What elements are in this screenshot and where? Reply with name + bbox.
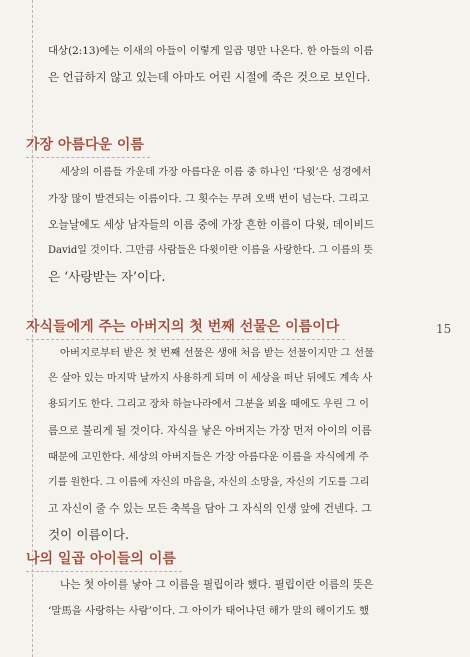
text-line: 기를 원한다. 그 이름에 자신의 마음을, 자신의 소망을, 자신의 기도를 그리 xyxy=(48,477,370,488)
text-line: 은 ‘사랑받는 자’이다. xyxy=(48,269,166,284)
text-line: 은 살아 있는 마지막 날까지 사용하게 되며 이 세상을 떠난 뒤에도 계속 사 xyxy=(48,373,373,384)
section-heading-text: 가장 아름다운 이름 xyxy=(26,137,144,153)
page-number: 15 xyxy=(436,322,452,336)
text-line: 것이 이름이다. xyxy=(48,527,129,542)
section-2-paragraph xyxy=(48,340,374,548)
text-line: 세상의 이름들 가운데 가장 아름다운 이름 중 하나인 ‘다윗’은 성경에서 xyxy=(60,167,372,178)
text-line: 오늘날에도 세상 남자들의 이름 중에 가장 흔한 이름이 다윗, 데이비드 xyxy=(48,218,374,231)
section-heading-seven-children-names xyxy=(26,548,182,568)
text-line: 나는 첫 아이를 낳아 그 이름을 필립이라 했다. 필립이란 이름의 뜻은 xyxy=(60,579,374,591)
text-line: 은 언급하지 않고 있는데 아마도 어린 시절에 죽은 것으로 보인다. xyxy=(48,70,371,84)
text-line: 때문에 고민한다. 세상의 아버지들은 가장 아름다운 이름을 자식에게 주 xyxy=(48,451,369,463)
section-1-paragraph xyxy=(48,160,374,290)
section-heading-most-beautiful-name xyxy=(26,134,150,154)
text-line: 용되기도 한다. 그리고 장차 하늘나라에서 그분을 뵈올 때에도 우린 그 이 xyxy=(48,399,370,410)
section-heading-text: 자식들에게 주는 아버지의 첫 번째 선물은 이름이다 xyxy=(26,319,340,335)
text-line: 고 자신이 줄 수 있는 모든 축복을 담아 그 자식의 인생 앞에 건넨다. 그 xyxy=(48,503,372,515)
section-3-paragraph xyxy=(48,572,374,624)
text-line: 대상(2:13)에는 이새의 아들이 이렇게 일곱 명만 나온다. 한 아들의 이름 xyxy=(48,45,374,57)
section-heading-text: 나의 일곱 아이들의 이름 xyxy=(26,551,176,567)
section-heading-fathers-first-gift xyxy=(26,316,345,336)
text-line: David일 것이다. 그만큼 사람들은 다윗이란 이름을 사랑한다. 그 이름의 뜻 xyxy=(48,245,374,256)
heading-underline xyxy=(26,157,150,158)
text-line: 름으로 불리게 될 것이다. 자식을 낳은 아버지는 가장 먼저 아이의 이름 xyxy=(48,425,372,437)
intro-paragraph xyxy=(48,38,374,90)
text-line: 아버지로부터 받은 첫 번째 선물은 생애 처음 받는 선물이지만 그 선물 xyxy=(60,347,374,359)
text-line: 가장 많이 발견되는 이름이다. 그 횟수는 무려 오백 번이 넘는다. 그리고 xyxy=(48,193,369,205)
text-line: ‘말馬을 사랑하는 사람’이다. 그 아이가 태어나던 해가 말의 해이기도 했 xyxy=(48,605,370,617)
